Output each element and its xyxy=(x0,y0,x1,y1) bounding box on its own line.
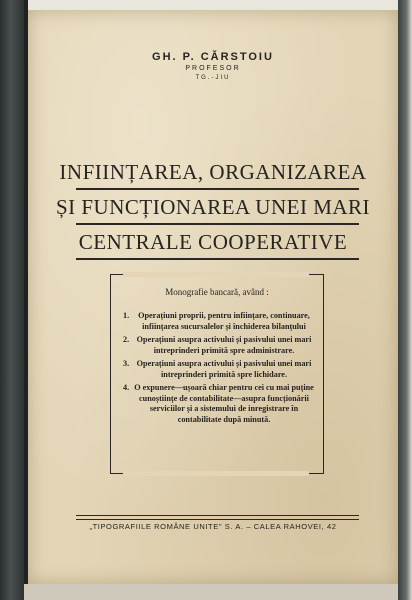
book-spine xyxy=(0,0,24,600)
publisher-line: „TIPOGRAFIILE ROMÂNE UNITE" S. A. – CALEA RAHOVEI, 42 xyxy=(89,522,337,531)
author-title: PROFESOR xyxy=(185,65,241,72)
cover-board-edge xyxy=(398,0,412,600)
book-cover-page xyxy=(28,10,398,584)
publisher-rule xyxy=(76,515,359,520)
item-text: Operațiuni asupra activului și pasivului unei mari intreprinderi primită spre lichidare. xyxy=(136,359,312,379)
item-text: O expunere—ușoară chiar pentru cei cu mai puține cunoștiințe de contabilitate—asupra funcționării serviciilor și a sistemului de inregistrare în contabilitate după minută. xyxy=(134,383,314,424)
contents-box xyxy=(110,274,324,474)
item-number: 1. xyxy=(123,311,130,320)
item-text: Operațiuni proprii, pentru inființare, continuare, inființarea sucursalelor și închiderea bilanțului xyxy=(138,311,310,331)
contents-list xyxy=(123,311,315,428)
title-line-1: INFIINȚAREA, ORGANIZAREA xyxy=(59,160,367,184)
title-line-3: CENTRALE COOPERATIVE xyxy=(78,230,348,254)
list-item xyxy=(123,359,315,380)
list-item xyxy=(123,383,315,425)
list-item xyxy=(123,311,315,332)
title-rule-3 xyxy=(76,258,359,260)
item-number: 4. xyxy=(123,383,130,392)
page-bottom-edge xyxy=(24,584,398,600)
author-name: GH. P. CĂRSTOIU xyxy=(152,51,274,63)
item-text: Operațiuni asupra activului și pasivului unei mari intreprinderi primită spre administrare. xyxy=(136,335,312,355)
contents-heading: Monografie bancară, având : xyxy=(165,287,269,297)
item-number: 3. xyxy=(123,359,130,368)
author-town: TG.-JIU xyxy=(195,75,231,81)
title-rule-1 xyxy=(76,188,359,190)
list-item xyxy=(123,335,315,356)
title-rule-2 xyxy=(76,223,359,225)
title-line-2: ȘI FUNCȚIONAREA UNEI MARI xyxy=(55,195,371,219)
item-number: 2. xyxy=(123,335,130,344)
